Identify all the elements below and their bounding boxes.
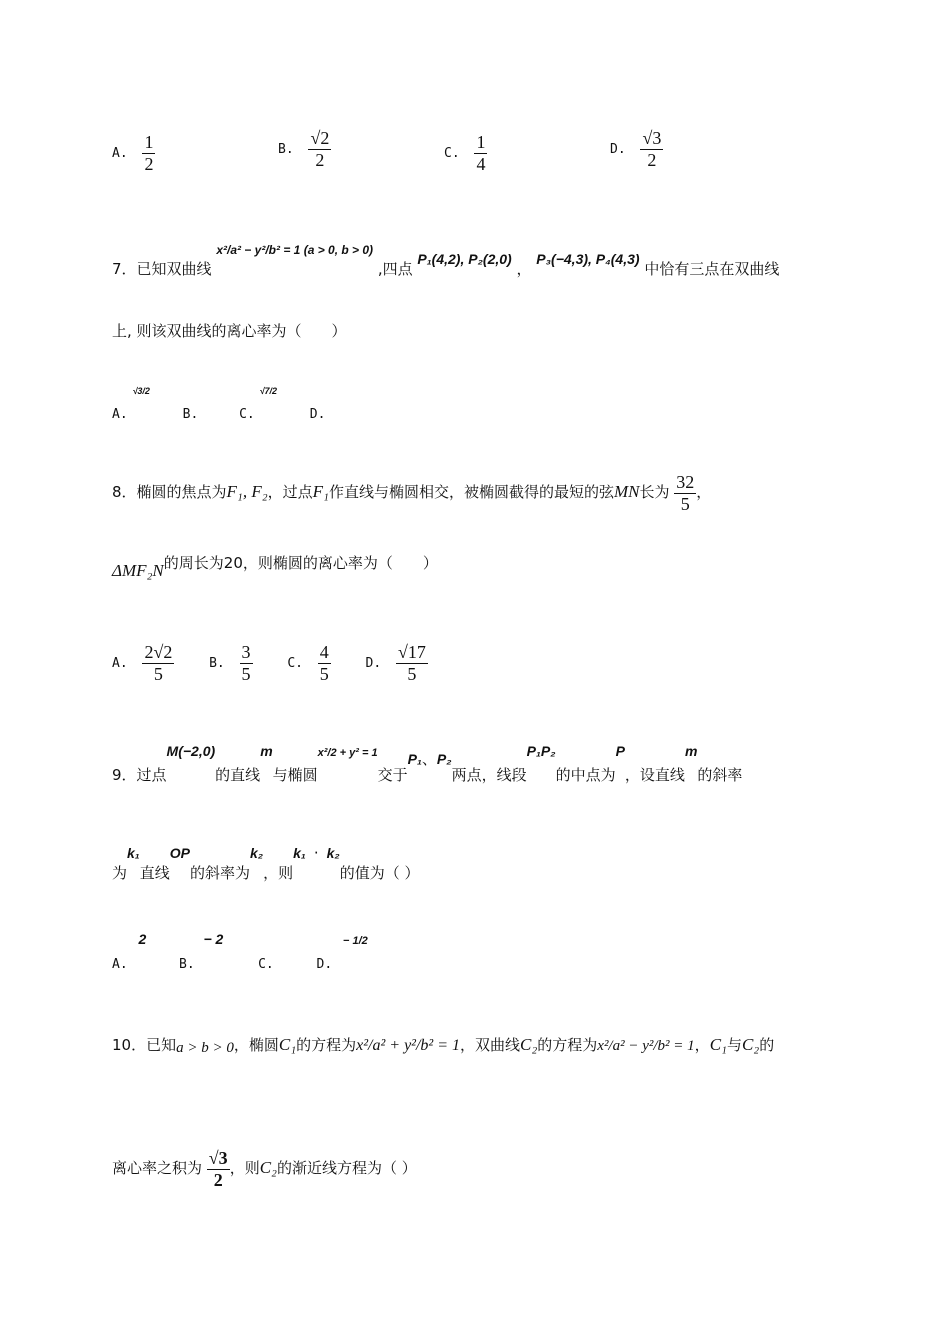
q6-option-b — [278, 128, 331, 170]
question-text: 的周长为20，则椭圆的离心率为（ ） — [163, 554, 438, 572]
numerator: 1 — [144, 132, 154, 152]
denominator: 5 — [396, 663, 428, 685]
line-m: m — [260, 743, 273, 759]
denominator: 5 — [674, 493, 696, 515]
option-label: D. — [316, 957, 333, 972]
question-text: 的直线 — [215, 766, 261, 784]
numerator: 32 — [676, 472, 695, 492]
question-text: 的方程为 — [537, 1036, 598, 1054]
question-9-line-1 — [112, 740, 842, 784]
fraction — [142, 642, 174, 684]
question-text: 8．椭圆的焦点为 — [112, 483, 227, 502]
question-text: ，设直线 — [624, 766, 685, 784]
line-m: m — [684, 743, 698, 759]
numerator: 2√2 — [144, 642, 173, 662]
question-text: 、 — [421, 750, 437, 768]
question-text: 的值为（ ） — [339, 864, 420, 882]
numerator: 4 — [319, 642, 329, 662]
question-10-line-2 — [112, 1148, 417, 1190]
chord-length-fraction — [674, 472, 696, 514]
question-7-line-2: 上, 则该双曲线的离心率为（ ） — [112, 322, 347, 340]
multiply-dot: · — [313, 844, 319, 862]
numerator: √3 — [208, 1148, 228, 1168]
question-text: 两点，线段 — [451, 766, 527, 784]
question-text: ， — [694, 1036, 710, 1054]
denominator: 5 — [241, 663, 251, 684]
points-p1-p2: P₁(4,2), P₂(2,0) — [417, 251, 512, 267]
option-label: C. — [258, 957, 274, 972]
question-text: 10．已知 — [112, 1036, 177, 1054]
question-10-line-1 — [112, 1020, 842, 1056]
question-text: 的斜率 — [697, 766, 743, 784]
option-label: D. — [309, 407, 326, 422]
numerator: 3 — [241, 642, 251, 662]
point-p1: P₁ — [407, 751, 422, 767]
question-text: ， — [696, 483, 712, 502]
question-text: 交于 — [377, 766, 408, 784]
option-label: A. — [112, 407, 128, 422]
fraction — [308, 128, 331, 170]
denominator: 5 — [142, 663, 174, 685]
question-8-line-2 — [112, 554, 438, 581]
point-p2: P₂ — [436, 751, 452, 767]
triangle-mf2n: ΔMF₂N — [112, 561, 164, 580]
numerator: √3 — [642, 128, 662, 148]
chord-mn: MN — [613, 482, 640, 502]
question-text: ,四点 — [377, 260, 413, 278]
slope-k2: k₂ — [326, 845, 340, 861]
condition: a > b > 0 — [176, 1040, 234, 1056]
option-value: − 1/2 — [342, 935, 368, 947]
question-text: 的 — [759, 1036, 775, 1054]
option-label: C. — [239, 407, 255, 422]
product-fraction — [207, 1148, 230, 1190]
slope-k2: k₂ — [250, 845, 264, 861]
segment-p1p2: P₁P₂ — [526, 743, 556, 759]
option-label: D. — [365, 656, 382, 672]
foci: F₁, F₂ — [226, 482, 268, 502]
option-value: √3/2 — [132, 386, 150, 396]
fraction — [474, 132, 487, 174]
option-label: A. — [112, 656, 128, 672]
question-text: ，则 — [263, 864, 294, 882]
numerator: √17 — [397, 642, 426, 662]
point-p: P — [615, 743, 625, 759]
question-text: 中恰有三点在双曲线 — [644, 260, 780, 278]
question-text: 为 — [112, 864, 128, 882]
question-text: 的中点为 — [555, 766, 616, 784]
fraction — [640, 128, 663, 170]
hyperbola-equation: x²/a² − y²/b² = 1 — [597, 1038, 695, 1054]
focus-f1: F₁ — [312, 482, 329, 502]
question-text: 直线 — [139, 864, 170, 882]
question-text: ，则 — [229, 1159, 260, 1178]
question-text: 与椭圆 — [272, 766, 318, 784]
option-label: D. — [610, 142, 626, 158]
option-value: − 2 — [203, 931, 224, 947]
question-text: 长为 — [639, 483, 670, 502]
question-text: 的渐近线方程为（ ） — [276, 1159, 417, 1178]
question-8-line-1 — [112, 472, 711, 514]
question-text: 离心率之积为 — [112, 1159, 203, 1178]
question-text: ，双曲线 — [460, 1036, 521, 1054]
option-label: B. — [182, 407, 199, 422]
q6-option-c — [444, 132, 487, 174]
fraction — [318, 642, 331, 684]
question-text: 9．过点 — [112, 766, 167, 784]
point-m: M(−2,0) — [166, 743, 216, 759]
question-9-options — [112, 930, 368, 972]
denominator: 4 — [476, 153, 486, 174]
question-text: ，过点 — [267, 483, 313, 502]
question-text: ，椭圆 — [233, 1036, 279, 1054]
option-label: B. — [179, 957, 195, 972]
option-label: A. — [112, 957, 128, 972]
question-7-options — [112, 380, 326, 422]
option-value: √7/2 — [259, 386, 277, 396]
q6-option-d — [610, 128, 663, 170]
curve-c1: C₁ — [709, 1035, 727, 1054]
denominator: 2 — [144, 153, 154, 174]
question-text: 的方程为 — [296, 1036, 357, 1054]
numerator: √2 — [310, 128, 330, 148]
slope-k1: k₁ — [293, 845, 306, 861]
option-label: C. — [287, 656, 303, 672]
denominator: 2 — [207, 1169, 230, 1191]
q6-option-a — [112, 132, 155, 174]
curve-c2: C₂ — [741, 1035, 760, 1054]
curve-c1: C₁ — [278, 1035, 297, 1054]
points-p3-p4: P₃(−4,3), P₄(4,3) — [536, 251, 640, 267]
option-label: C. — [444, 146, 460, 162]
question-text: 7．已知双曲线 — [112, 260, 212, 278]
denominator: 2 — [640, 149, 663, 171]
slope-k1: k₁ — [127, 845, 140, 861]
numerator: 1 — [476, 132, 486, 152]
ellipse-equation: x²/2 + y² = 1 — [317, 747, 378, 759]
question-text: 作直线与椭圆相交，被椭圆截得的最短的弦 — [328, 483, 614, 502]
question-text: 的斜率为 — [189, 864, 250, 882]
denominator: 2 — [308, 149, 331, 171]
question-8-options — [112, 642, 428, 684]
option-label: B. — [278, 142, 294, 158]
ellipse-equation: x²/a² + y²/b² = 1 — [356, 1037, 460, 1054]
question-text: ， — [516, 260, 532, 278]
fraction — [396, 642, 428, 684]
denominator: 5 — [319, 663, 329, 684]
curve-c2: C₂ — [520, 1035, 538, 1054]
hyperbola-equation: x²/a² − y²/b² = 1 (a > 0, b > 0) — [216, 243, 374, 257]
question-9-line-2 — [112, 842, 420, 882]
option-label: B. — [209, 656, 225, 672]
fraction — [240, 642, 253, 684]
option-label: A. — [112, 146, 128, 162]
option-value: 2 — [138, 931, 147, 947]
question-7-line-1 — [112, 234, 842, 278]
line-op: OP — [169, 845, 190, 861]
curve-c2: C₂ — [259, 1158, 277, 1178]
fraction — [142, 132, 155, 174]
question-text: 与 — [726, 1036, 742, 1054]
